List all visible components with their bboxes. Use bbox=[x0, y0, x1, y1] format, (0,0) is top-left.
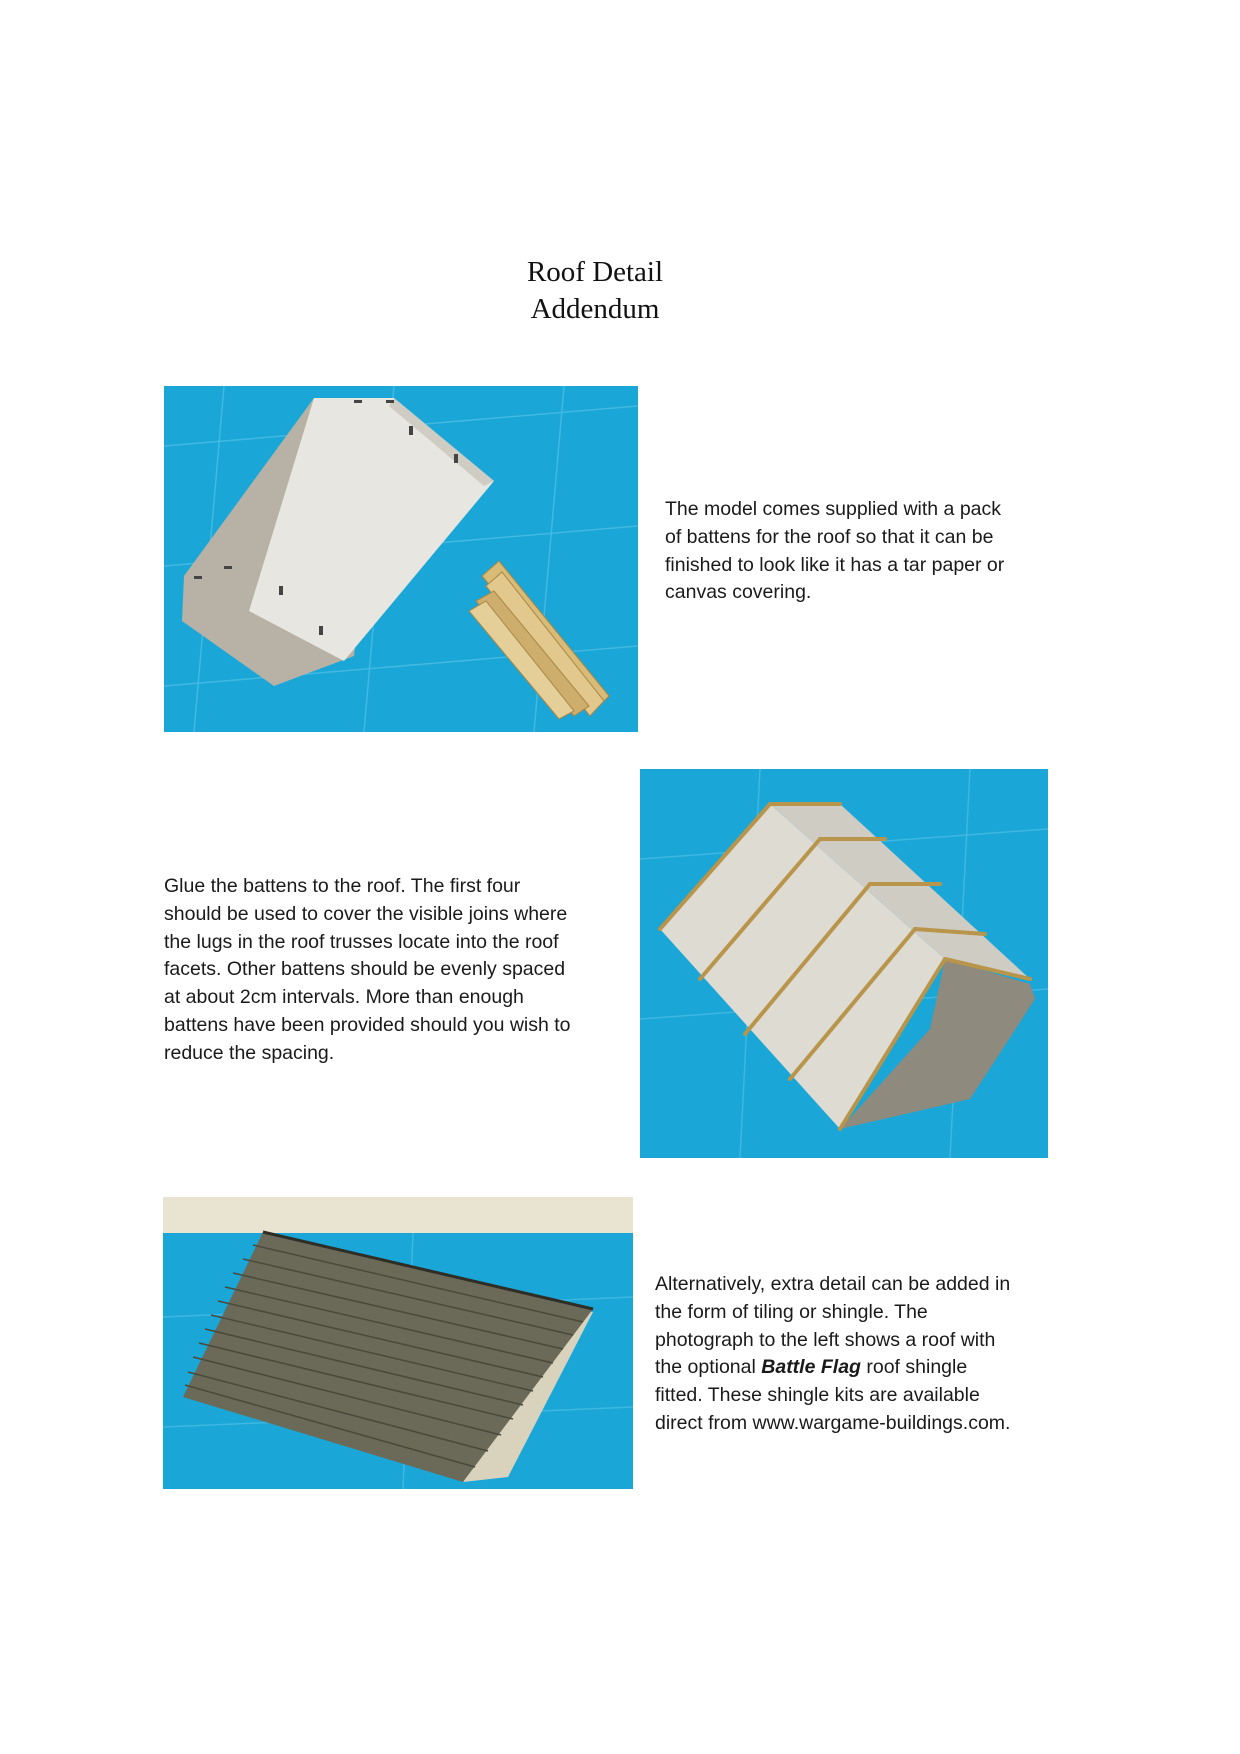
page-title: Roof Detail bbox=[526, 256, 664, 288]
text-line: reduce the spacing. bbox=[164, 1041, 335, 1064]
text-fragment: the optional bbox=[655, 1356, 762, 1379]
text-line: direct from www.wargame-buildings.com. bbox=[655, 1411, 1011, 1434]
photo-roof-with-shingles bbox=[163, 1197, 633, 1489]
text-line: finished to look like it has a tar paper or bbox=[665, 553, 1005, 576]
text-line: The model comes supplied with a pack bbox=[665, 498, 1002, 520]
text-line: should be used to cover the visible joins where bbox=[164, 902, 568, 925]
text-line: Glue the battens to the roof. The first four bbox=[164, 875, 521, 897]
text-line bbox=[655, 1354, 1010, 1382]
text-line: battens have been provided should you wish to bbox=[164, 1013, 571, 1036]
text-line: fitted. These shingle kits are available bbox=[655, 1384, 980, 1407]
text-line: at about 2cm intervals. More than enough bbox=[164, 986, 524, 1009]
text-line: the form of tiling or shingle. The bbox=[655, 1300, 928, 1323]
text-line: facets. Other battens should be evenly spaced bbox=[164, 958, 566, 981]
text-line: the lugs in the roof trusses locate into the roof bbox=[164, 930, 559, 953]
paragraph-shingle-option bbox=[655, 1271, 1010, 1438]
text-fragment: roof shingle bbox=[860, 1356, 968, 1379]
photo-roof-with-battens bbox=[640, 769, 1048, 1158]
paragraph-battens-supplied bbox=[665, 496, 1004, 607]
brand-name: Battle Flag bbox=[761, 1356, 861, 1379]
photo-bare-roof bbox=[164, 386, 638, 732]
page-subtitle: Addendum bbox=[530, 293, 660, 325]
text-line: Alternatively, extra detail can be added in bbox=[655, 1273, 1011, 1295]
text-line: of battens for the roof so that it can be bbox=[665, 525, 994, 548]
paragraph-glue-battens bbox=[164, 873, 571, 1068]
text-line: canvas covering. bbox=[665, 581, 812, 604]
text-line: photograph to the left shows a roof with bbox=[655, 1328, 996, 1351]
